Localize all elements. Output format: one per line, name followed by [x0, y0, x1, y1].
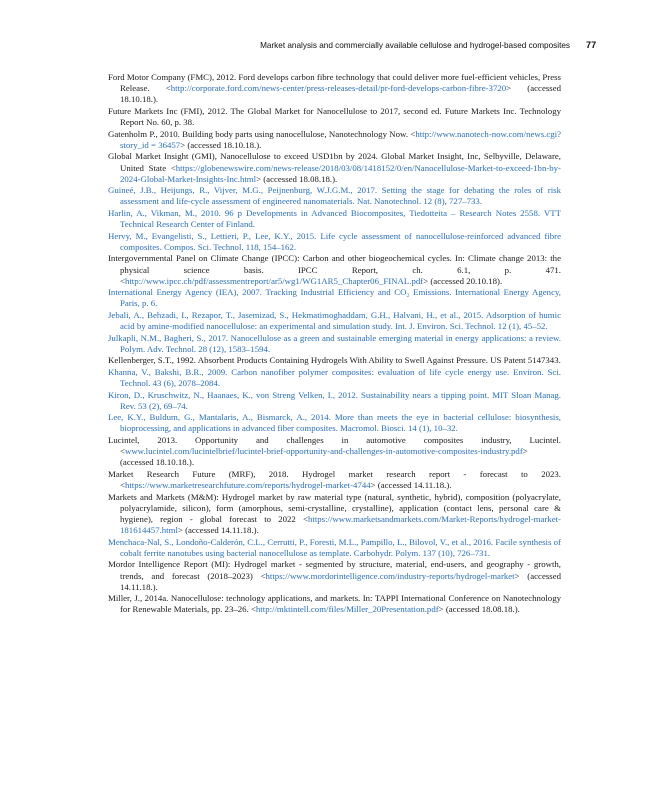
reference-item-linked[interactable]: Khanna, V., Bakshi, B.R., 2009. Carbon nanofiber polymer composites: evaluation of life cycle energy use. Environ. Sci. Technol. 43 (6), 2078–2084.	[108, 366, 561, 389]
reference-list	[108, 72, 561, 616]
reference-item: Ford Motor Company (FMC), 2012. Ford develops carbon fibre technology that could deliver more fuel-efficient vehicles, Press Release. <http://corporate.ford.com/news-center/press-releases-detail/pr-ford-develops-carbon-fibre-3720> (accessed 18.10.18.).	[108, 72, 562, 105]
reference-item-linked[interactable]: Julkapli, N.M., Bagheri, S., 2017. Nanocellulose as a green and sustainable emerging material in energy applications: a review. Polym. Adv. Technol. 28 (12), 1583–1594.	[108, 332, 561, 354]
reference-item-linked[interactable]: Kiron, D., Kruschwitz, N., Haanaes, K., von Streng Velken, I., 2012. Sustainability nears a tipping point. MIT Sloan Manag. Rev. 53 (2), 69–74.	[108, 389, 561, 411]
reference-url[interactable]: http://mktintell.com/files/Miller_20Presentation.pdf	[255, 604, 439, 615]
reference-url[interactable]: https://www.marketsandmarkets.com/Market-Reports/hydrogel-market-181614457.html	[120, 513, 561, 536]
reference-item-linked[interactable]: Lee, K.Y., Buldum, G., Mantalaris, A., Bismarck, A., 2014. More than meets the eye in bacterial cellulose: biosynthesis, bioprocessing, and applications in advanced fiber composites. Macromol. Biosci. 14 (1), 10–32.	[108, 412, 561, 434]
reference-url[interactable]: http://www.nanotech-now.com/news.cgi?story_id = 36457	[120, 128, 561, 150]
running-header: Market analysis and commercially available cellulose and hydrogel-based composites	[260, 41, 570, 50]
page-number: 77	[586, 40, 597, 50]
reference-item-linked[interactable]: Jebali, A., Behzadi, I., Rezapor, T., Jasemizad, S., Hekmatimoghaddam, G.H., Halvani, H., et al., 2015. Adsorption of humic acid by amine-modified nanocellulose: an experimental and simulation study. Int. J. Environ. Sci. Technol. 12 (1), 45–52.	[108, 309, 561, 332]
reference-item-linked[interactable]: Guineé, J.B., Heijungs, R., Vijver, M.G., Peijnenburg, W.J.G.M., 2017. Setting the stage for debating the roles of risk assessment and life-cycle assessment of engineered nanomaterials. Nat. Nanotechnol. 12 (8), 727–733.	[108, 185, 561, 207]
reference-item-linked[interactable]: Hervy, M., Evangelisti, S., Lettieri, P., Lee, K.Y., 2015. Life cycle assessment of nanocellulose-reinforced advanced fibre composites. Compos. Sci. Technol. 118, 154–162.	[108, 230, 561, 252]
reference-item-linked[interactable]: Harlin, A., Vikman, M., 2010. 96 p Developments in Advanced Biocomposites, Tiedotteita – Research Notes 2558. VTT Technical Research Center of Finland.	[108, 207, 561, 230]
reference-item-linked[interactable]: Menchaca-Nal, S., Londoño-Calderón, C.L., Cerrutti, P., Foresti, M.L., Pampillo, L., Bilovol, V., et al., 2016. Facile synthesis of cobalt ferrite nanotubes using bacterial nanocellulose as template. Carbohydr. Polym. 137 (10), 726–731.	[108, 536, 561, 558]
reference-item: Future Markets Inc (FMI), 2012. The Global Market for Nanocellulose to 2017, second ed. Future Markets Inc. Technology Report No. 60, p. 38.	[108, 105, 561, 128]
reference-url[interactable]: https://www.mordorintelligence.com/industry-reports/hydrogel-market	[265, 570, 515, 581]
reference-item: Markets and Markets (M&M): Hydrogel market by raw material type (natural, synthetic, hybrid), composition (polyacrylate, polyacrylamide, silicon), form (amorphous, semi-crystalline, crystalline), application (contact lens, personal care & hygiene), region - global forecast to 2022 <https://www.marketsandmarkets.com/Market-Reports/hydrogel-market-181614457.html> (accessed 14.11.18.).	[108, 491, 561, 536]
reference-item: Gatenholm P., 2010. Building body parts using nanocellulose, Nanotechnology Now. <http://www.nanotech-now.com/news.cgi?story_id = 36457> (accessed 18.10.18.).	[108, 128, 561, 150]
reference-url[interactable]: http://corporate.ford.com/news-center/press-releases-detail/pr-ford-develops-carbon-fibre-3720	[170, 83, 507, 94]
reference-item: Lucintel, 2013. Opportunity and challenges in automotive composites industry, Lucintel. <www.lucintel.com/lucintelbrief/lucintel-brief-opportunity-and-challenges-in-automotive-composites-industry.pdf> (accessed 18.10.18.).	[108, 434, 561, 468]
reference-item-linked[interactable]: International Energy Agency (IEA), 2007. Tracking Industrial Efficiency and CO₂ Emissions. International Energy Agency, Paris, p. 6.	[108, 287, 561, 309]
reference-item: Market Research Future (MRF), 2018. Hydrogel market research report - forecast to 2023. <https://www.marketresearchfuture.com/reports/hydrogel-market-4744> (accessed 14.11.18.).	[108, 468, 561, 491]
reference-url[interactable]: www.lucintel.com/lucintelbrief/lucintel-brief-opportunity-and-challenges-in-automotive-composites-industry.pdf	[124, 446, 523, 457]
reference-url[interactable]: https://www.marketresearchfuture.com/reports/hydrogel-market-4744	[124, 480, 371, 491]
reference-item: Global Market Insight (GMI), Nanocellulose to exceed USD1bn by 2024. Global Market Insight, Inc, Selbyville, Delaware, United State <https://globenewswire.com/news-release/2018/03/08/1418152/0/en/Nanocellulose-Market-to-exceed-1bn-by-2024-Global-Market-Insights-Inc.html> (accessed 18.08.18.).	[108, 151, 561, 184]
reference-item: Intergovernmental Panel on Climate Change (IPCC): Carbon and other biogeochemical cycles. In: Climate change 2013: the physical science basis. IPCC Report, ch. 6.1, p. 471. <http://www.ipcc.ch/pdf/assessmentreport/ar5/wg1/WG1AR5_Chapter06_FINAL.pdf> (accessed 20.10.18).	[108, 253, 561, 286]
reference-url[interactable]: https://globenewswire.com/news-release/2018/03/08/1418152/0/en/Nanocellulose-Market-to-exceed-1bn-by-2024-Global-Market-Insights-Inc.html	[120, 162, 561, 184]
reference-item: Kellenberger, S.T., 1992. Absorbent Products Containing Hydrogels With Ability to Swell Against Pressure. US Patent 5147343.	[108, 355, 561, 366]
reference-url[interactable]: http://www.ipcc.ch/pdf/assessmentreport/ar5/wg1/WG1AR5_Chapter06_FINAL.pdf	[124, 275, 424, 286]
reference-item: Mordor Intelligence Report (MI): Hydrogel market - segmented by structure, material, end-users, and geography - growth, trends, and forecast (2018–2023) <https://www.mordorintelligence.com/industry-reports/hydrogel-market> (accessed 14.11.18.).	[108, 559, 561, 592]
reference-item: Miller, J., 2014a. Nanocellulose: technology applications, and markets. In: TAPPI International Conference on Nanotechnology for Renewable Materials, pp. 23–26. <http://mktintell.com/files/Miller_20Presentation.pdf> (accessed 18.08.18.).	[108, 593, 561, 615]
